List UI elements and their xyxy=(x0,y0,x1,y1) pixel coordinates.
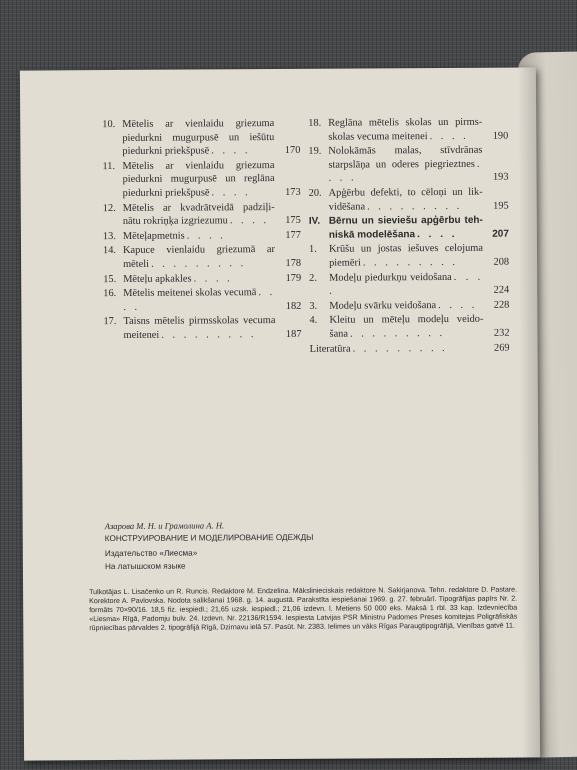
leader-dots: . . . . xyxy=(328,158,483,185)
leader-dots: . . . . . . . . . xyxy=(367,200,463,213)
colophon-publisher: Издательство «Лиесма» xyxy=(104,548,198,559)
toc-entry xyxy=(309,270,509,298)
literature-label: Literatūra xyxy=(309,343,351,355)
leader-dots: . . . . xyxy=(329,271,484,297)
leader-dots: . . . . . . . . . xyxy=(352,342,448,355)
toc-entry-title-line: starpslāņa un oderes piegrieztnes xyxy=(328,158,475,171)
toc-entry-page: 207 xyxy=(492,228,509,240)
toc-entry-page: 208 xyxy=(493,256,510,268)
toc-entry-number: 14. xyxy=(102,245,117,257)
toc-entry xyxy=(103,286,301,314)
toc-entry-title-line: piedurkni mugurpusē un iešūtu xyxy=(122,131,275,144)
toc-entry-number: 12. xyxy=(102,202,116,214)
leader-dots: . . . . . . . . . xyxy=(349,327,446,340)
toc-entry-number: 17. xyxy=(103,316,117,328)
toc-entry-page: 190 xyxy=(492,130,509,142)
toc-entry-number: 16. xyxy=(103,288,117,300)
leader-dots: . . . . . . . . . xyxy=(151,258,247,270)
toc-entry xyxy=(103,229,301,244)
toc-right-column xyxy=(308,116,509,357)
toc-entry-title-line: Mētelis meitenei skolas vecumā xyxy=(123,287,257,300)
leader-dots: . . . . . . . . . xyxy=(161,329,257,341)
toc-entry xyxy=(103,243,301,271)
toc-entry xyxy=(309,214,509,242)
toc-entry xyxy=(309,298,509,313)
toc-entry-page: 193 xyxy=(492,171,509,184)
leader-dots: . . . . xyxy=(193,272,233,285)
toc-entry-title-line: Mēteļu apkakles xyxy=(123,273,192,285)
toc-entry-number: 1. xyxy=(308,244,317,256)
toc-entry-number: 2. xyxy=(309,272,317,284)
toc-entry-title-line: mēteli xyxy=(123,258,150,270)
toc-entry-number: 10. xyxy=(102,119,116,131)
toc-entry-number: 3. xyxy=(309,300,318,312)
toc-entry-title-line: Kapuce vienlaidu griezumā ar xyxy=(122,244,276,257)
toc-entry-page: 228 xyxy=(493,299,510,311)
toc-entry-title-line: Krūšu un jostas iešuves celojuma xyxy=(328,243,484,256)
literature-page: 269 xyxy=(493,342,510,354)
colophon-authors: Азарова М. Н. и Грамолина А. Н. xyxy=(104,520,225,532)
toc-entry-title-line: Apģērbu defekti, to cēloņi un lik- xyxy=(328,186,483,199)
toc-entry-page: 173 xyxy=(285,186,301,198)
leader-dots: . . . . xyxy=(211,145,251,157)
colophon xyxy=(105,518,505,573)
leader-dots: . . . . xyxy=(211,187,251,199)
toc-entry-page: 170 xyxy=(284,145,301,157)
toc-entry xyxy=(308,144,508,186)
toc-entry-number: 19. xyxy=(308,145,322,158)
toc-entry-title-line: vidēšana xyxy=(328,201,366,213)
leader-dots: . . . . xyxy=(417,228,458,240)
toc-left-column xyxy=(102,117,301,344)
toc-entry-number: IV. xyxy=(308,215,321,227)
toc-entry-title-line: Modeļu piedurkņu veidošana xyxy=(329,271,452,284)
book-page xyxy=(20,67,540,760)
toc-entry-number: 18. xyxy=(308,117,322,129)
toc-entry-title-line: piemēri xyxy=(329,257,361,269)
leader-dots: . . . . xyxy=(123,287,276,313)
toc-entry-title-line: nātu rokriņķa izgriezumu xyxy=(122,215,228,228)
toc-entry-title-line: Mēteļapmetnis xyxy=(122,230,185,242)
toc-entry-title-line: Modeļu svārku veidošana xyxy=(329,299,437,312)
toc-entry-page: 232 xyxy=(493,327,510,339)
colophon-language: На латышском языке xyxy=(104,561,186,571)
toc-entry-page: 177 xyxy=(285,229,301,241)
toc-entry-number: 20. xyxy=(308,187,322,199)
leader-dots: . . . . xyxy=(429,130,469,142)
toc-entry-page: 179 xyxy=(285,272,302,284)
toc-entry xyxy=(102,117,300,159)
toc-literature-entry xyxy=(310,341,510,356)
toc-entry-title-line: Bērnu un sieviešu apģērbu teh- xyxy=(328,214,483,227)
toc-entry xyxy=(309,313,509,341)
toc-entry-page: 187 xyxy=(285,328,302,340)
toc-entry-page: 182 xyxy=(285,300,302,312)
toc-entry-page: 195 xyxy=(493,200,509,212)
toc-entry-title-line: Taisns mētelis pirmsskolas vecuma xyxy=(123,315,276,328)
leader-dots: . . . . xyxy=(186,230,226,242)
colophon-title: КОНСТРУИРОВАНИЕ И МОДЕЛИРОВАНИЕ ОДЕЖДЫ xyxy=(104,532,314,543)
toc-entry-title-line: meitenei xyxy=(123,329,160,341)
toc-entry-title-line: piedurkni mugurpusē un reglāna xyxy=(122,173,275,186)
toc-entry xyxy=(309,242,509,270)
toc-entry xyxy=(309,186,509,214)
toc-entry-title-line: Nolokāmās malas, stīvdrānas xyxy=(328,144,483,157)
toc-entry-title-line: piedurkni priekšpusē xyxy=(122,145,210,158)
toc-right-entries xyxy=(308,116,509,342)
toc-entry-page: 224 xyxy=(493,284,510,296)
toc-entry-title-line: piedurkni priekšpusē xyxy=(122,187,210,199)
toc-entry xyxy=(103,271,301,286)
toc-entry-number: 4. xyxy=(309,315,318,327)
toc-entry-title-line: skolas vecuma meitenei xyxy=(328,130,428,143)
toc-entry-number: 11. xyxy=(102,160,116,172)
toc-entry-title-line: Mētelis ar vienlaidu griezuma xyxy=(122,159,275,172)
toc-entry-title-line: šana xyxy=(329,328,349,340)
leader-dots: . . . . xyxy=(229,215,270,227)
toc-entry-number: 15. xyxy=(103,273,117,285)
toc-entry-number: 13. xyxy=(102,230,116,242)
toc-entry-title-line: Mētelis ar kvadrātveidā padziļi- xyxy=(122,201,275,214)
toc-entry-page: 178 xyxy=(285,257,302,269)
toc-entry-title-line: niskā modelēšana xyxy=(328,228,416,241)
toc-entry xyxy=(103,314,301,342)
leader-dots: . . . . xyxy=(438,299,478,311)
toc-entry xyxy=(103,200,301,228)
toc-entry xyxy=(102,159,300,201)
toc-entry-title-line: Kleitu un mēteļu modeļu veido- xyxy=(329,314,484,327)
imprint-text: Tulkotājas L. Lisačenko un R. Runcis. Redaktore M. Endzelina. Mākslinieciskais redaktore N. Sakirjanova. Tehn. redaktore D. Pastare. Korektore A. Pavlovska. Nodota salikšanai 1968. g. 14. augustā. Parakstīta iespiešanai 1969. g. 27. februārī. Tipogrāfijas papīrs Nr. 2. formāts 70×90/16. 18,5 fiz. iespiedl.; 21,65 uzsk. iespiedl.; 21,06 izdevn. l. Metiens 50 000 eks. Maksā 1 rbl. 33 kap. Izdevniecība «Liesma» Rīgā, Padomju bulv. 24. Izdevn. Nr. 22136/R1594. Iespiesta Latvijas PSR Ministru Padomes Preses komitejas Poligrāfiskās rūpniecības pārvaldes 2. tipogrāfijā Rīgā, Dzirnavu ielā 57. Pasūt. Nr. 2383. Ielimes un vāks Rīgas Paraugtipogrāfijā, Vienības gatvē 11. xyxy=(89,585,518,633)
leader-dots: . . . . . . . . . xyxy=(362,256,459,269)
toc-entry-title-line: Mētelis ar vienlaidu griezuma xyxy=(122,118,275,130)
toc-entry-title-line: Reglāna mētelis skolas un pirms- xyxy=(328,116,483,129)
toc-entry-page: 175 xyxy=(285,215,301,227)
toc-entry xyxy=(308,116,508,144)
